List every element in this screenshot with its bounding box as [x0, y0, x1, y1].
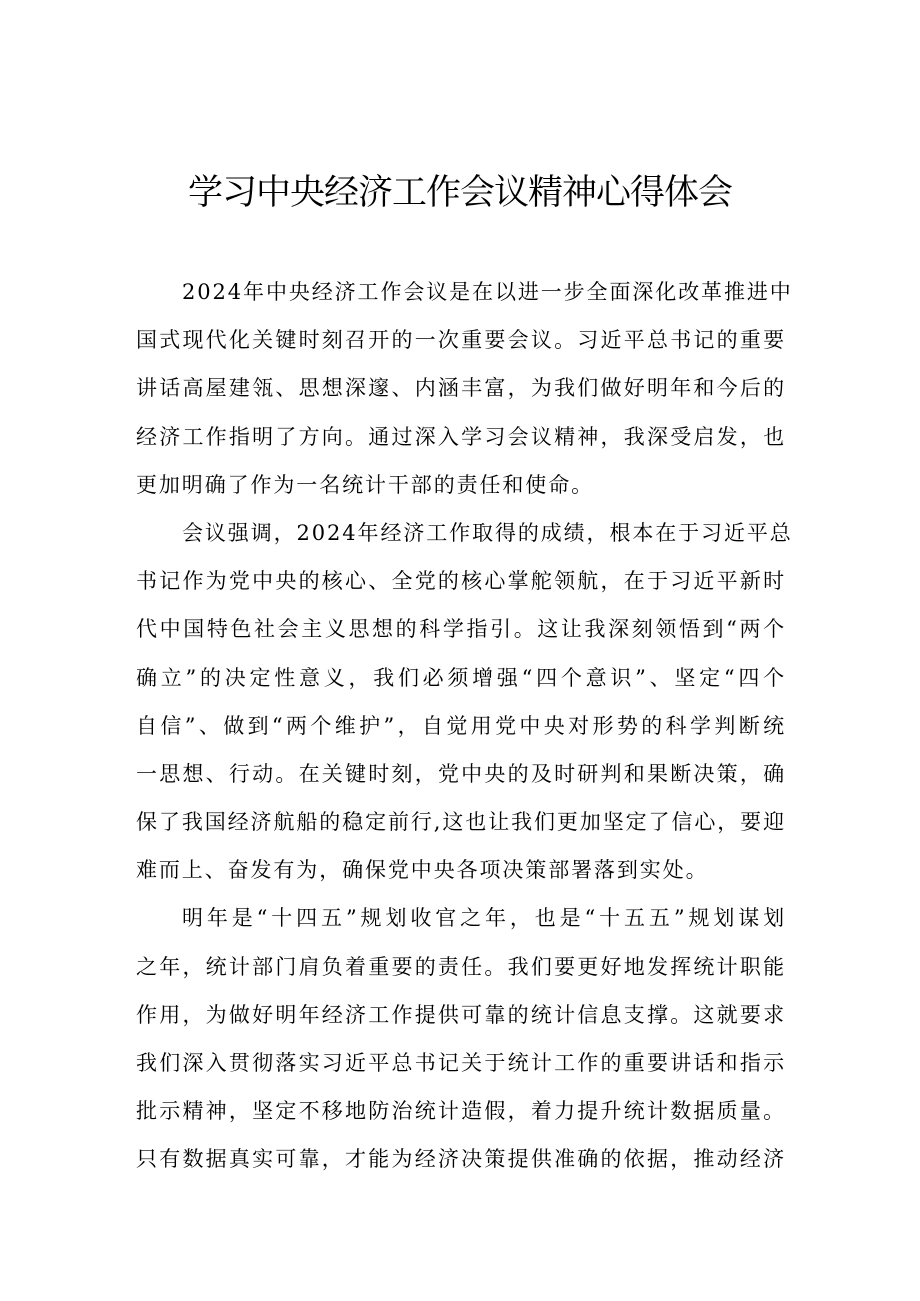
- paragraph-line: 2024年中央经济工作会议是在以进一步全面深化改革推进中: [182, 280, 793, 304]
- paragraph-line: 讲话高屋建瓴、思想深邃、内涵丰富，为我们做好明年和今后的: [136, 376, 786, 401]
- paragraph-line: 代中国特色社会主义思想的科学指引。这让我深刻领悟到“两个: [136, 617, 786, 642]
- paragraph-line: 会议强调，2024年经济工作取得的成绩，根本在于习近平总: [182, 520, 793, 545]
- paragraph-line: 难而上、奋发有为，确保党中央各项决策部署落到实处。: [136, 858, 709, 883]
- paragraph-line: 我们深入贯彻落实习近平总书记关于统计工作的重要讲话和指示: [136, 1051, 786, 1075]
- paragraph-line: 一思想、行动。在关键时刻，党中央的及时研判和果断决策，确: [136, 761, 786, 786]
- document-title: 学习中央经济工作会议精神心得体会: [187, 173, 732, 213]
- paragraph-line: 确立”的决定性意义，我们必须增强“四个意识”、坚定“四个: [136, 665, 786, 690]
- paragraph-1: [136, 268, 793, 509]
- paragraph-line: 更加明确了作为一名统计干部的责任和使命。: [136, 472, 594, 497]
- paragraph-line: 国式现代化关键时刻召开的一次重要会议。习近平总书记的重要: [136, 328, 786, 353]
- paragraph-line: 之年，统计部门肩负着重要的责任。我们要更好地发挥统计职能: [136, 954, 786, 979]
- paragraph-line: 只有数据真实可靠，才能为经济决策提供准确的依据，推动经济: [136, 1147, 786, 1172]
- paragraph-line: 明年是“十四五”规划收官之年，也是“十五五”规划谋划: [182, 906, 786, 931]
- document-body: [136, 268, 793, 1184]
- paragraph-line: 自信”、做到“两个维护”，自觉用党中央对形势的科学判断统: [136, 713, 786, 738]
- paragraph-2: [136, 509, 793, 895]
- paragraph-line: 保了我国经济航船的稳定前行,这也让我们更加坚定了信心，要迎: [136, 810, 786, 835]
- paragraph-line: 书记作为党中央的核心、全党的核心掌舵领航，在于习近平新时: [136, 569, 786, 594]
- paragraph-line: 作用，为做好明年经济工作提供可靠的统计信息支撑。这就要求: [136, 1002, 786, 1027]
- paragraph-3: [136, 894, 786, 1183]
- paragraph-line: 批示精神，坚定不移地防治统计造假，着力提升统计数据质量。: [136, 1099, 786, 1124]
- paragraph-line: 经济工作指明了方向。通过深入学习会议精神，我深受启发，也: [136, 424, 786, 449]
